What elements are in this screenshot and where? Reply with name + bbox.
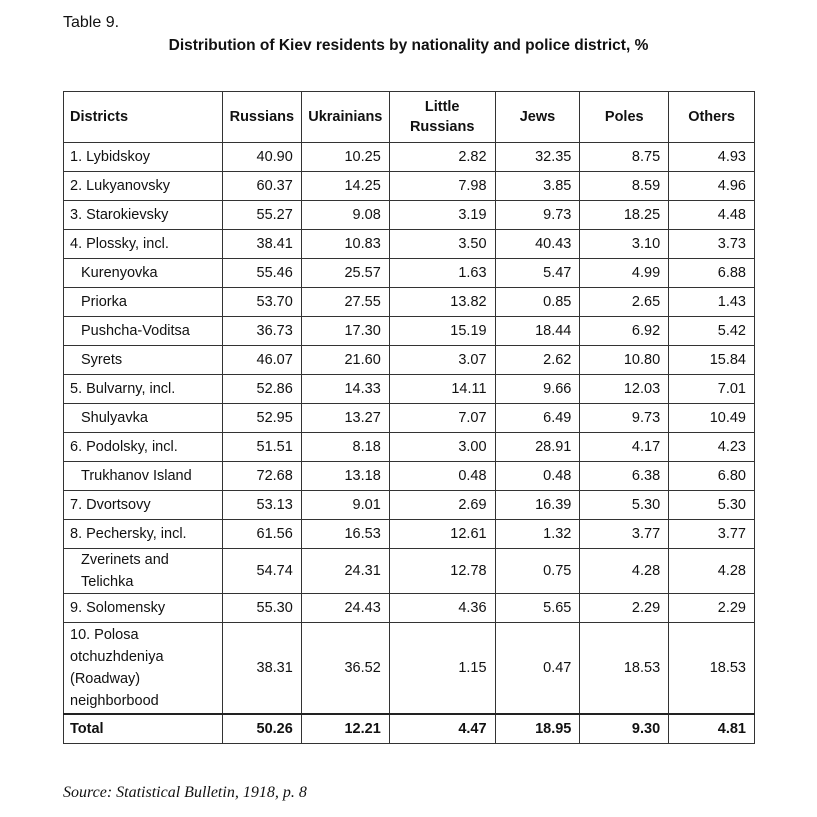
header-little-russians: Little Russians [389,92,495,143]
header-ukrainians: Ukrainians [301,92,389,143]
total-jews: 18.95 [495,714,580,744]
cell-russians: 40.90 [222,143,301,172]
cell-russians: 54.74 [222,549,301,594]
table-row [64,230,755,259]
distribution-table [63,91,755,744]
table-row [64,520,755,549]
total-little-russians: 4.47 [389,714,495,744]
cell-jews: 0.85 [495,288,580,317]
cell-others: 5.30 [669,491,755,520]
total-others: 4.81 [669,714,755,744]
district-name: Pushcha-Voditsa [64,317,223,346]
table-row [64,404,755,433]
cell-poles: 4.28 [580,549,669,594]
table-row [64,549,755,594]
cell-jews: 18.44 [495,317,580,346]
cell-jews: 5.65 [495,594,580,623]
cell-jews: 40.43 [495,230,580,259]
cell-jews: 16.39 [495,491,580,520]
header-poles: Poles [580,92,669,143]
cell-poles: 3.10 [580,230,669,259]
cell-poles: 4.17 [580,433,669,462]
cell-poles: 6.38 [580,462,669,491]
cell-russians: 72.68 [222,462,301,491]
cell-little-russians: 15.19 [389,317,495,346]
cell-little-russians: 1.15 [389,623,495,715]
cell-others: 2.29 [669,594,755,623]
cell-little-russians: 14.11 [389,375,495,404]
total-poles: 9.30 [580,714,669,744]
header-russians: Russians [222,92,301,143]
table-row [64,594,755,623]
cell-ukrainians: 9.08 [301,201,389,230]
cell-others: 4.23 [669,433,755,462]
cell-russians: 60.37 [222,172,301,201]
cell-ukrainians: 13.27 [301,404,389,433]
cell-others: 5.42 [669,317,755,346]
header-districts: Districts [64,92,223,143]
cell-ukrainians: 27.55 [301,288,389,317]
cell-ukrainians: 24.31 [301,549,389,594]
cell-poles: 5.30 [580,491,669,520]
total-ukrainians: 12.21 [301,714,389,744]
table-body [64,143,755,715]
cell-russians: 55.27 [222,201,301,230]
table-row [64,143,755,172]
cell-poles: 6.92 [580,317,669,346]
cell-russians: 52.95 [222,404,301,433]
cell-others: 6.80 [669,462,755,491]
cell-poles: 10.80 [580,346,669,375]
cell-russians: 61.56 [222,520,301,549]
header-row [64,92,755,143]
district-name: 10. Polosa otchuzhdeniya (Roadway) neighborbood [64,623,223,715]
header-jews: Jews [495,92,580,143]
cell-little-russians: 7.98 [389,172,495,201]
cell-jews: 0.48 [495,462,580,491]
cell-poles: 18.25 [580,201,669,230]
table-row [64,623,755,715]
table-row [64,201,755,230]
cell-others: 3.77 [669,520,755,549]
table-row [64,317,755,346]
cell-little-russians: 7.07 [389,404,495,433]
cell-little-russians: 3.00 [389,433,495,462]
cell-russians: 55.46 [222,259,301,288]
cell-poles: 12.03 [580,375,669,404]
table-row [64,288,755,317]
cell-little-russians: 1.63 [389,259,495,288]
cell-others: 4.96 [669,172,755,201]
district-name: Zverinets and Telichka [64,549,223,594]
cell-others: 15.84 [669,346,755,375]
cell-russians: 38.41 [222,230,301,259]
cell-others: 10.49 [669,404,755,433]
table-title: Distribution of Kiev residents by nationality and police district, % [168,37,649,54]
cell-jews: 9.66 [495,375,580,404]
cell-poles: 9.73 [580,404,669,433]
cell-ukrainians: 25.57 [301,259,389,288]
cell-poles: 8.75 [580,143,669,172]
district-name: 6. Podolsky, incl. [64,433,223,462]
cell-russians: 55.30 [222,594,301,623]
cell-ukrainians: 13.18 [301,462,389,491]
cell-others: 18.53 [669,623,755,715]
total-russians: 50.26 [222,714,301,744]
cell-ukrainians: 14.25 [301,172,389,201]
district-name: Trukhanov Island [64,462,223,491]
cell-jews: 3.85 [495,172,580,201]
cell-little-russians: 2.69 [389,491,495,520]
table-row [64,172,755,201]
district-name: 5. Bulvarny, incl. [64,375,223,404]
total-row [64,714,755,744]
table-row [64,375,755,404]
source-note: Source: Statistical Bulletin, 1918, p. 8 [63,784,307,801]
cell-jews: 9.73 [495,201,580,230]
district-name: 7. Dvortsovy [64,491,223,520]
cell-russians: 52.86 [222,375,301,404]
cell-others: 6.88 [669,259,755,288]
cell-ukrainians: 14.33 [301,375,389,404]
cell-poles: 2.65 [580,288,669,317]
cell-poles: 2.29 [580,594,669,623]
cell-little-russians: 13.82 [389,288,495,317]
cell-jews: 5.47 [495,259,580,288]
header-others: Others [669,92,755,143]
cell-little-russians: 2.82 [389,143,495,172]
district-name: 2. Lukyanovsky [64,172,223,201]
district-name: 3. Starokievsky [64,201,223,230]
cell-little-russians: 3.07 [389,346,495,375]
cell-little-russians: 4.36 [389,594,495,623]
cell-jews: 28.91 [495,433,580,462]
cell-ukrainians: 8.18 [301,433,389,462]
cell-jews: 2.62 [495,346,580,375]
cell-little-russians: 3.50 [389,230,495,259]
district-name: 8. Pechersky, incl. [64,520,223,549]
cell-ukrainians: 17.30 [301,317,389,346]
cell-poles: 4.99 [580,259,669,288]
cell-russians: 51.51 [222,433,301,462]
district-name: 4. Plossky, incl. [64,230,223,259]
cell-russians: 36.73 [222,317,301,346]
cell-poles: 8.59 [580,172,669,201]
table-label: Table 9. [63,14,120,31]
cell-little-russians: 0.48 [389,462,495,491]
cell-others: 7.01 [669,375,755,404]
table-row [64,462,755,491]
cell-russians: 46.07 [222,346,301,375]
cell-poles: 3.77 [580,520,669,549]
district-name: 1. Lybidskoy [64,143,223,172]
cell-jews: 0.47 [495,623,580,715]
district-name: Syrets [64,346,223,375]
cell-jews: 6.49 [495,404,580,433]
cell-jews: 0.75 [495,549,580,594]
cell-ukrainians: 24.43 [301,594,389,623]
cell-others: 4.48 [669,201,755,230]
cell-ukrainians: 16.53 [301,520,389,549]
cell-others: 3.73 [669,230,755,259]
cell-jews: 32.35 [495,143,580,172]
table-row [64,259,755,288]
cell-ukrainians: 10.83 [301,230,389,259]
cell-ukrainians: 10.25 [301,143,389,172]
cell-poles: 18.53 [580,623,669,715]
district-name: Priorka [64,288,223,317]
cell-others: 4.28 [669,549,755,594]
table-row [64,433,755,462]
cell-others: 1.43 [669,288,755,317]
cell-little-russians: 3.19 [389,201,495,230]
cell-little-russians: 12.78 [389,549,495,594]
cell-ukrainians: 21.60 [301,346,389,375]
cell-others: 4.93 [669,143,755,172]
district-name: Kurenyovka [64,259,223,288]
cell-little-russians: 12.61 [389,520,495,549]
table-row [64,491,755,520]
cell-ukrainians: 36.52 [301,623,389,715]
cell-ukrainians: 9.01 [301,491,389,520]
district-name: Shulyavka [64,404,223,433]
cell-russians: 53.13 [222,491,301,520]
cell-russians: 53.70 [222,288,301,317]
total-label: Total [64,714,223,744]
cell-jews: 1.32 [495,520,580,549]
cell-russians: 38.31 [222,623,301,715]
table-row [64,346,755,375]
district-name: 9. Solomensky [64,594,223,623]
